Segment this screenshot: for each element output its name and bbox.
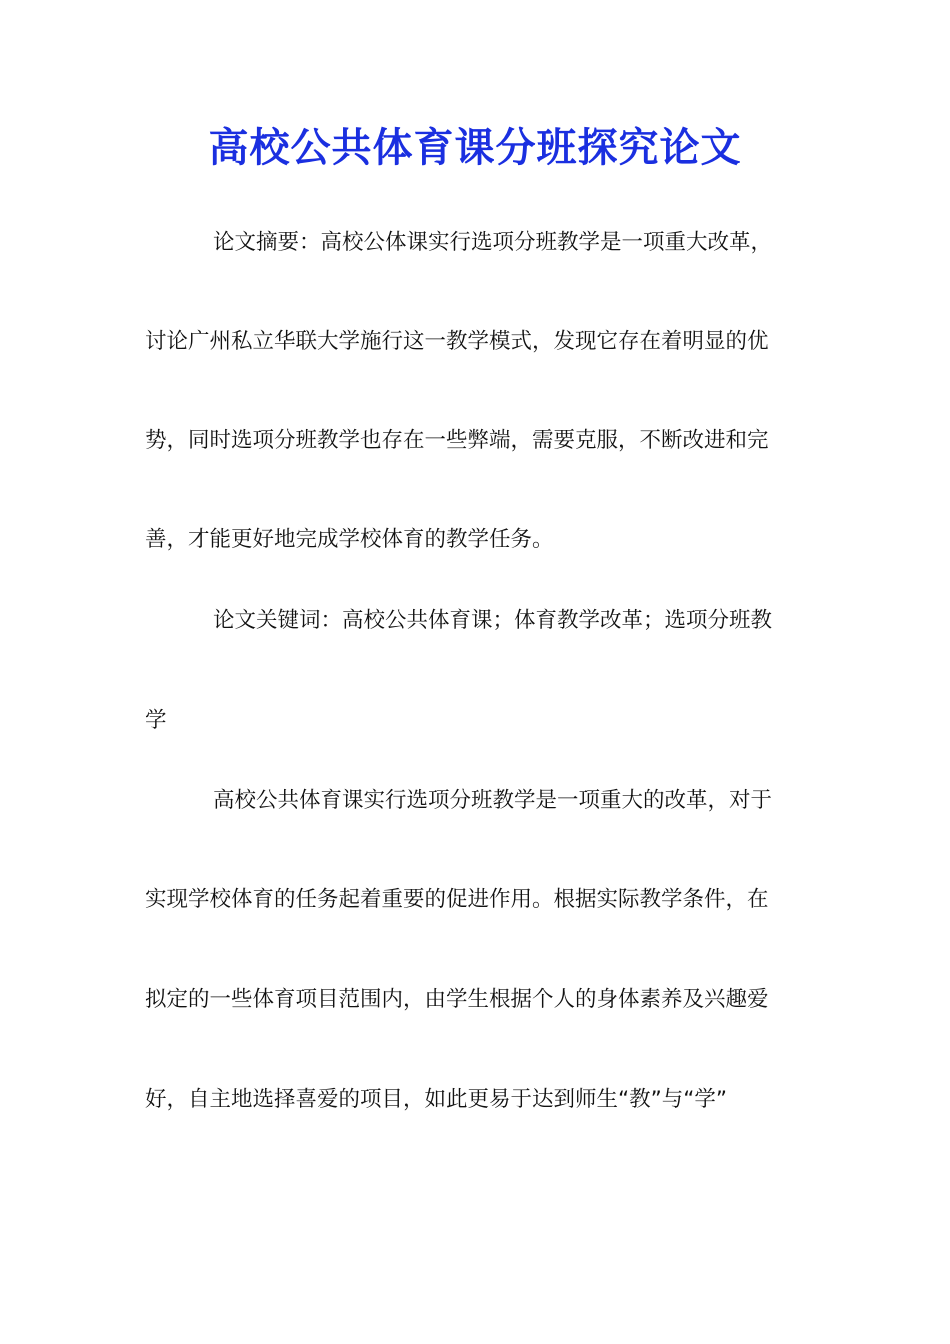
document-title: 高校公共体育课分班探究论文: [208, 124, 742, 171]
keywords-line-1: 论文关键词：高校公共体育课；体育教学改革；选项分班教: [213, 608, 773, 633]
paragraph-line-1: 高校公共体育课实行选项分班教学是一项重大的改革，对于: [213, 788, 773, 813]
paragraph-line-2: 实现学校体育的任务起着重要的促进作用。根据实际教学条件，在: [145, 887, 769, 912]
paragraph-line-4: 好，自主地选择喜爱的项目，如此更易于达到师生“教”与“学”: [145, 1087, 728, 1112]
keywords-line-2: 学: [145, 708, 167, 733]
abstract-line-3: 势，同时选项分班教学也存在一些弊端，需要克服，不断改进和完: [145, 428, 769, 453]
abstract-line-4: 善，才能更好地完成学校体育的教学任务。: [145, 527, 554, 552]
paragraph-line-3: 拟定的一些体育项目范围内，由学生根据个人的身体素养及兴趣爱: [145, 987, 769, 1012]
abstract-line-2: 讨论广州私立华联大学施行这一教学模式，发现它存在着明显的优: [145, 329, 769, 354]
abstract-line-1: 论文摘要：高校公体课实行选项分班教学是一项重大改革，: [213, 230, 773, 255]
